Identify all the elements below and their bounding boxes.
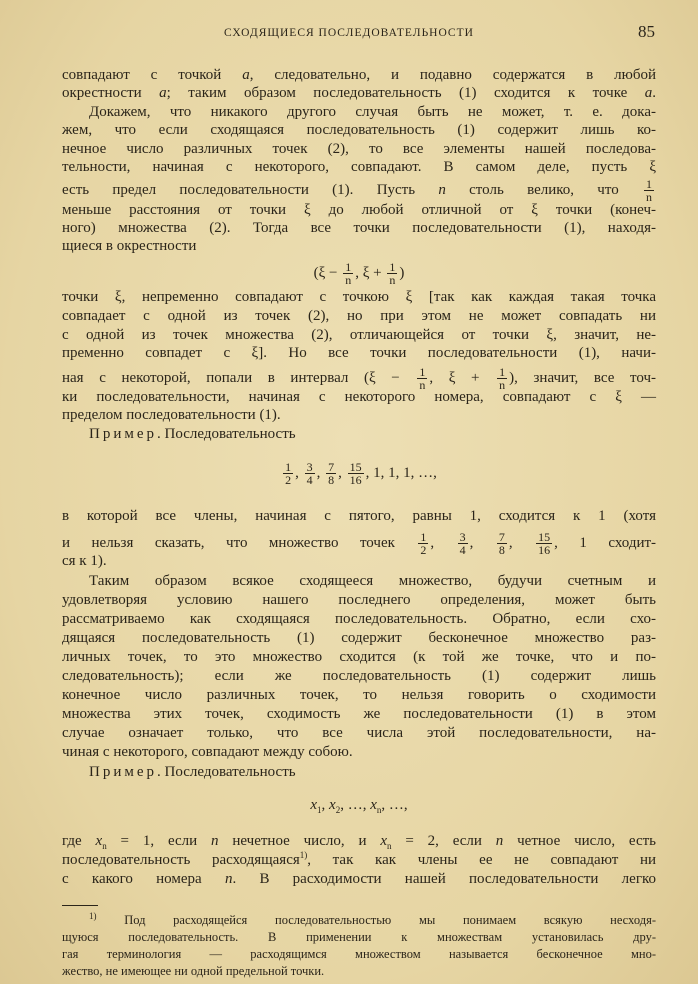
footnote-marker: 1) bbox=[299, 850, 308, 860]
text-line bbox=[62, 724, 656, 743]
text-run: ; таким образом последовательность (1) сходится к точке bbox=[166, 85, 645, 101]
text-run: совпадают с точкой bbox=[62, 67, 243, 83]
text-run: , bbox=[316, 464, 325, 481]
text-run: , bbox=[430, 534, 456, 551]
text-line bbox=[62, 388, 656, 407]
text-line bbox=[62, 591, 656, 610]
math-variable: x bbox=[329, 797, 336, 813]
text-run: конечное число различных точек, то нельзя говорить о сходимости bbox=[62, 687, 656, 703]
fraction bbox=[644, 178, 654, 203]
text-run: тельности, начиная с некоторого, совпадают. В самом деле, пусть ξ bbox=[62, 159, 656, 175]
numerator: 1 bbox=[645, 177, 652, 191]
fraction bbox=[348, 461, 364, 486]
text-line bbox=[62, 307, 656, 326]
text-run: ), значит, все точ- bbox=[509, 369, 656, 386]
text-run: с какого номера bbox=[62, 871, 225, 887]
text-run: чиная с некоторого, совпадают между собою. bbox=[62, 744, 353, 760]
math-variable: n bbox=[211, 833, 219, 849]
denominator: n bbox=[419, 378, 426, 392]
text-run: . Последовательность bbox=[157, 426, 296, 442]
math-variable: n bbox=[224, 871, 233, 887]
text-line bbox=[62, 425, 656, 444]
text-run: , 1, 1, 1, …, bbox=[365, 464, 437, 481]
text-run: совпадает с одной из точек (2), но при этом не может совпадать ни bbox=[62, 308, 656, 324]
text-run: с одной из точек множества (2), отличающейся от точки ξ, значит, не- bbox=[62, 327, 656, 343]
math-variable: a bbox=[644, 85, 653, 101]
math-variable: n bbox=[495, 833, 504, 849]
text-run: ного) множества (2). Тогда все точки последовательности (1), находя- bbox=[62, 220, 656, 236]
page-number: 85 bbox=[638, 22, 655, 41]
text-line bbox=[62, 121, 656, 140]
text-run: , …, bbox=[340, 797, 371, 813]
text-line bbox=[62, 66, 656, 85]
text-run: . Последовательность bbox=[157, 764, 296, 780]
text-run: где bbox=[62, 833, 96, 849]
math-variable: x bbox=[380, 833, 387, 849]
numerator: 3 bbox=[459, 530, 466, 544]
text-line bbox=[62, 140, 656, 159]
denominator: n bbox=[345, 273, 352, 287]
text-run: жество, не имеющее ни одной предельной точки. bbox=[62, 964, 325, 978]
text-line bbox=[62, 177, 656, 204]
text-line bbox=[62, 870, 656, 889]
text-line bbox=[62, 667, 656, 686]
text-line bbox=[62, 103, 656, 122]
text-run: множества этих точек, сходимость же последовательности (1) в этом bbox=[62, 706, 656, 722]
running-title: СХОДЯЩИЕСЯ ПОСЛЕДОВАТЕЛЬНОСТИ bbox=[224, 27, 474, 39]
text-run: рассматриваемо как сходящаяся последовательность. Обратно, если схо- bbox=[62, 611, 656, 627]
text-line bbox=[62, 572, 656, 591]
text-run: случае означает только, что все числа этой последовательности, на- bbox=[62, 725, 656, 741]
text-run: Таким образом всякое сходящееся множество, будучи счетным и bbox=[89, 573, 656, 589]
text-run: гая терминология — расходящимся множеством называется бесконечное мно- bbox=[62, 947, 656, 961]
text-run: ся к 1). bbox=[62, 553, 107, 569]
text-line bbox=[62, 832, 656, 851]
text-line bbox=[62, 851, 656, 870]
text-run: Под расходящейся последовательностью мы понимаем всякую несходя- bbox=[96, 913, 656, 927]
display-formula bbox=[62, 460, 656, 487]
numerator: 1 bbox=[389, 260, 396, 274]
math-variable: a bbox=[159, 85, 167, 101]
text-line bbox=[62, 326, 656, 345]
footnote-rule bbox=[62, 905, 98, 906]
denominator: n bbox=[389, 273, 396, 287]
fraction bbox=[283, 461, 293, 486]
denominator: 8 bbox=[498, 543, 505, 557]
text-run: щиеся в окрестности bbox=[62, 238, 197, 254]
example-label: Пример bbox=[89, 426, 158, 442]
footnote-marker: 1) bbox=[89, 910, 97, 921]
text-run: , 1 сходит- bbox=[554, 534, 657, 551]
display-formula bbox=[62, 796, 656, 815]
text-line bbox=[62, 530, 657, 557]
text-run: = 2, если bbox=[391, 833, 496, 849]
text-run: окрестности bbox=[62, 85, 160, 101]
text-line bbox=[62, 552, 656, 571]
text-line bbox=[62, 507, 656, 526]
text-run: жем, что если сходящаяся последовательность (1) содержит лишь ко- bbox=[62, 122, 656, 138]
denominator: 4 bbox=[306, 473, 313, 487]
denominator: n bbox=[499, 378, 506, 392]
text-run: личных точек, то это множество сходится (к той же точке, что и по- bbox=[62, 649, 656, 665]
text-run: , bbox=[295, 464, 303, 481]
text-line bbox=[62, 406, 656, 425]
numerator: 7 bbox=[328, 460, 335, 474]
math-variable: n bbox=[438, 181, 446, 198]
fraction bbox=[343, 261, 353, 286]
denominator: 2 bbox=[420, 543, 427, 557]
text-run: следовательность); если же последовательность (1) содержит лишь bbox=[62, 668, 656, 684]
numerator: 1 bbox=[419, 365, 426, 379]
text-run: ) bbox=[399, 264, 405, 281]
numerator: 1 bbox=[345, 260, 352, 274]
fraction bbox=[387, 261, 397, 286]
text-line bbox=[62, 629, 656, 648]
text-run: , ξ + bbox=[429, 369, 496, 386]
text-run: , bbox=[508, 534, 535, 551]
text-line bbox=[62, 686, 656, 705]
text-line bbox=[62, 201, 656, 220]
subscript: 1 bbox=[317, 805, 322, 815]
text-run: , bbox=[321, 797, 330, 813]
text-line bbox=[62, 963, 656, 980]
text-run: дящаяся последовательность (1) содержит бесконечное множество раз- bbox=[62, 630, 656, 646]
text-run: четное число, есть bbox=[503, 833, 656, 849]
math-variable: x bbox=[370, 797, 377, 813]
text-run: в которой все члены, начиная с пятого, равны 1, сходится к 1 (хотя bbox=[62, 508, 656, 524]
denominator: 4 bbox=[459, 543, 466, 557]
text-line bbox=[62, 705, 656, 724]
text-run: ная с некоторой, попали в интервал (ξ − bbox=[62, 369, 416, 386]
text-run: и нельзя сказать, что множество точек bbox=[62, 534, 417, 551]
denominator: 8 bbox=[328, 473, 335, 487]
text-line bbox=[62, 84, 656, 103]
subscript: 2 bbox=[335, 805, 341, 815]
numerator: 1 bbox=[285, 460, 292, 474]
text-run: последовательность расходящаяся bbox=[62, 852, 300, 868]
display-formula bbox=[62, 260, 656, 287]
text-run: , bbox=[469, 534, 495, 551]
text-run: . В расходимости нашей последовательности легко bbox=[232, 871, 656, 887]
denominator: 16 bbox=[538, 543, 551, 557]
numerator: 15 bbox=[349, 460, 362, 474]
math-variable: a bbox=[242, 67, 250, 83]
text-line bbox=[62, 610, 656, 629]
text-run: нечетное число, и bbox=[218, 833, 381, 849]
numerator: 1 bbox=[499, 365, 506, 379]
text-run: нечное число различных точек (2), то все элементы нашей последова- bbox=[62, 141, 656, 157]
text-run: есть предел последовательности (1). Пусть bbox=[62, 181, 439, 198]
text-run: = 1, если bbox=[106, 833, 212, 849]
numerator: 15 bbox=[538, 530, 551, 544]
fraction bbox=[326, 461, 336, 486]
text-run: , bbox=[338, 464, 346, 481]
text-run: (ξ − bbox=[313, 264, 342, 281]
text-run: удовлетворяя условию нашего последнего определения, может быть bbox=[62, 592, 656, 608]
text-line bbox=[62, 648, 656, 667]
text-run: . bbox=[652, 85, 656, 101]
subscript: n bbox=[376, 805, 382, 815]
subscript: n bbox=[387, 841, 392, 851]
text-line bbox=[62, 288, 656, 307]
text-line bbox=[62, 237, 656, 256]
numerator: 1 bbox=[420, 530, 427, 544]
text-run: пременно совпадет с ξ]. Но все точки последовательности (1), начи- bbox=[62, 345, 656, 361]
example-label: Пример bbox=[89, 764, 158, 780]
denominator: 16 bbox=[349, 473, 362, 487]
text-line bbox=[62, 365, 656, 392]
denominator: 2 bbox=[285, 473, 292, 487]
text-run: Докажем, что никакого другого случая быть не может, т. е. дока- bbox=[89, 104, 656, 120]
text-run: щуюся последовательность. В применении к множествам установилась дру- bbox=[62, 930, 656, 944]
text-line bbox=[62, 912, 656, 929]
denominator: n bbox=[645, 190, 652, 204]
text-run: , следовательно, и подавно содержатся в любой bbox=[249, 67, 656, 83]
text-run: , ξ + bbox=[355, 264, 386, 281]
text-run: столь велико, что bbox=[445, 181, 642, 198]
text-line bbox=[62, 219, 656, 238]
text-line bbox=[62, 946, 656, 963]
text-line bbox=[62, 763, 656, 782]
math-variable: x bbox=[95, 833, 103, 849]
subscript: n bbox=[102, 841, 107, 851]
text-run: , так как члены ее не совпадают ни bbox=[307, 852, 656, 868]
text-line bbox=[62, 158, 656, 177]
text-run: меньше расстояния от точки ξ до любой отличной от ξ точки (конеч- bbox=[62, 202, 656, 218]
fraction bbox=[305, 461, 315, 486]
text-run: , …, bbox=[381, 797, 408, 813]
text-line bbox=[62, 344, 656, 363]
math-variable: x bbox=[310, 797, 318, 813]
text-run: ки последовательности, начиная с некоторого номера, совпадают с ξ — bbox=[62, 389, 656, 405]
numerator: 3 bbox=[306, 460, 313, 474]
text-line bbox=[62, 929, 656, 946]
numerator: 7 bbox=[498, 530, 505, 544]
text-run: пределом последовательности (1). bbox=[62, 407, 281, 423]
text-line bbox=[62, 743, 656, 762]
text-run: точки ξ, непременно совпадают с точкою ξ [так как каждая такая точка bbox=[62, 289, 656, 305]
